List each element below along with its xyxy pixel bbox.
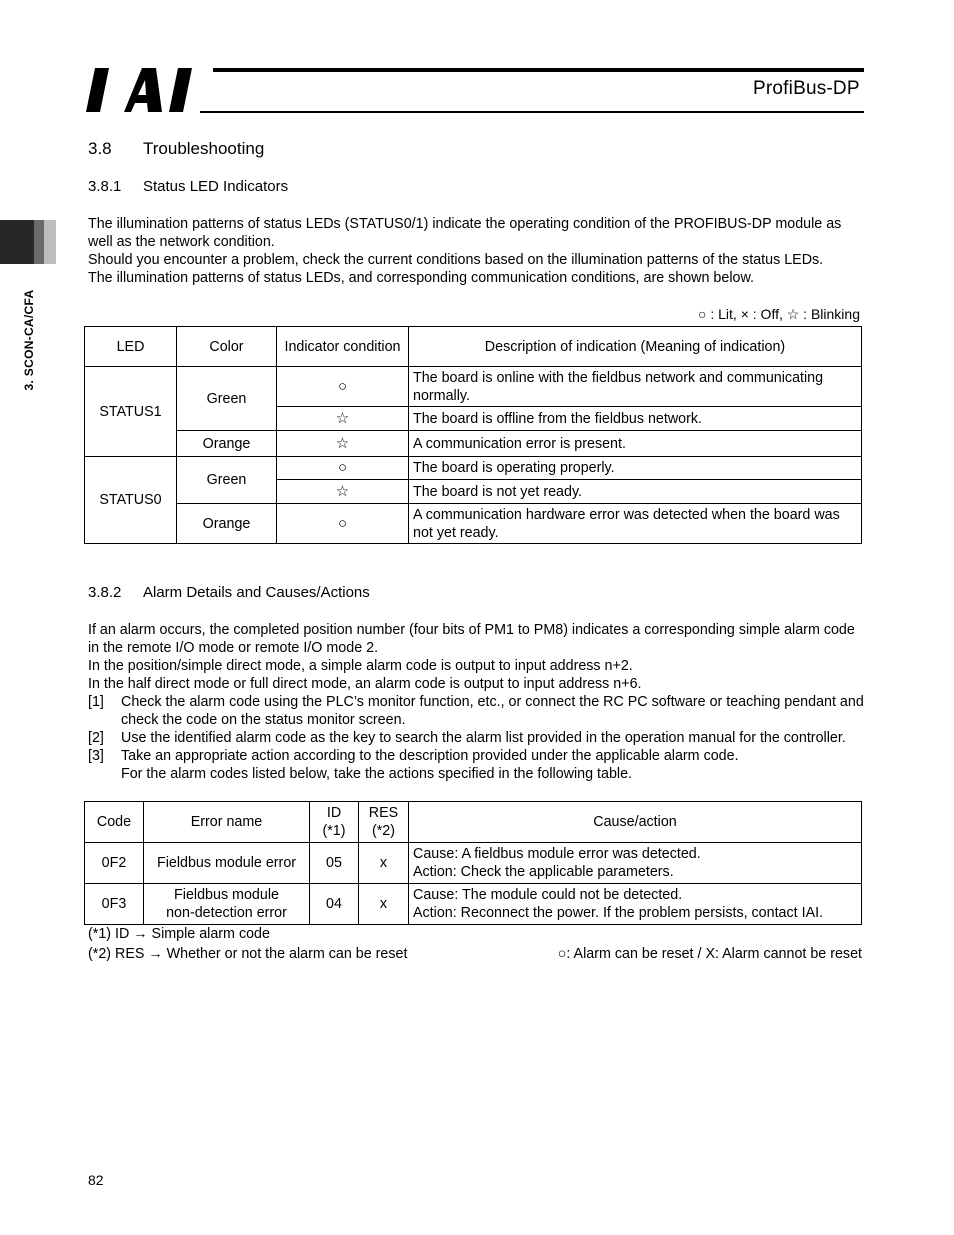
blinking-symbol: ☆ — [277, 407, 409, 431]
side-tab-block-mid — [34, 220, 44, 264]
blinking-symbol: ☆ — [277, 431, 409, 457]
subsection-heading-status-led — [0, 178, 954, 198]
color-orange: Orange — [177, 431, 277, 457]
product-name: ProfiBus-DP — [753, 78, 860, 99]
led-status1: STATUS1 — [85, 367, 177, 457]
table-notes — [88, 924, 862, 964]
alarm-code: 0F2 — [85, 843, 144, 884]
status-led-table — [84, 326, 862, 544]
table-header-row — [85, 802, 862, 843]
header-code: Code — [85, 802, 144, 843]
lit-symbol: ○ — [277, 457, 409, 480]
list-item — [88, 729, 864, 747]
error-name: Fieldbus module error — [144, 843, 310, 884]
note-res-legend: ○: Alarm can be reset / X: Alarm cannot be reset — [557, 946, 862, 962]
section-heading — [0, 139, 954, 161]
header-rule-top — [213, 68, 864, 72]
header-cause-action: Cause/action — [409, 802, 862, 843]
header-id-note: (*1) — [322, 823, 346, 839]
paragraph: In the half direct mode or full direct mode, an alarm code is output to input address n+6. — [88, 676, 642, 692]
subsection-heading-alarm — [0, 584, 954, 604]
header-rule-bottom — [200, 111, 864, 113]
description: The board is operating properly. — [409, 457, 862, 480]
table-row — [85, 367, 862, 407]
table-header-row — [85, 327, 862, 367]
header-led: LED — [85, 327, 177, 367]
step-text: Take an appropriate action according to the description provided under the applicable alarm code. — [121, 748, 739, 764]
description: The board is not yet ready. — [409, 480, 862, 504]
table-row — [85, 884, 862, 925]
alarm-res: x — [359, 884, 409, 925]
paragraph: The illumination patterns of status LEDs (STATUS0/1) indicate the operating condition of the PROFIBUS-DP module as well as the network condition. — [88, 216, 842, 250]
paragraph: The illumination patterns of status LEDs, and corresponding communication conditions, are shown below. — [88, 270, 754, 286]
table-row — [85, 457, 862, 480]
alarm-res: x — [359, 843, 409, 884]
action-text: Action: Check the applicable parameters. — [413, 864, 674, 880]
table-row — [85, 843, 862, 884]
error-name-line: non-detection error — [166, 905, 287, 921]
header-id — [310, 802, 359, 843]
alarm-steps — [88, 693, 864, 783]
subsection-number: 3.8.2 — [88, 584, 122, 601]
lit-symbol: ○ — [277, 367, 409, 407]
header-res-label: RES — [368, 805, 399, 821]
cause-text: Cause: The module could not be detected. — [413, 887, 683, 903]
led-status0: STATUS0 — [85, 457, 177, 544]
lit-symbol: ○ — [277, 504, 409, 544]
header-res-note: (*2) — [371, 823, 396, 839]
action-text: Action: Reconnect the power. If the problem persists, contact IAI. — [413, 905, 824, 921]
cause-action — [409, 843, 862, 884]
error-name-line: Fieldbus module — [174, 887, 279, 903]
list-item — [88, 693, 864, 729]
section-title: Troubleshooting — [143, 139, 265, 158]
header-color: Color — [177, 327, 277, 367]
subsection-number: 3.8.1 — [88, 178, 122, 195]
iai-logo-graphic — [86, 66, 204, 114]
note-res-row — [88, 944, 862, 964]
paragraph: Should you encounter a problem, check the current conditions based on the illumination patterns of the status LEDs. — [88, 252, 824, 268]
paragraph: In the position/simple direct mode, a simple alarm code is output to input address n+2. — [88, 658, 633, 674]
description: A communication error is present. — [409, 431, 862, 457]
alarm-table — [84, 801, 862, 925]
alarm-id: 04 — [310, 884, 359, 925]
header-description: Description of indication (Meaning of indication) — [409, 327, 862, 367]
alarm-id: 05 — [310, 843, 359, 884]
error-name — [144, 884, 310, 925]
header-id-label: ID — [326, 805, 342, 821]
description: The board is online with the fieldbus network and communicating normally. — [409, 367, 862, 407]
symbol-legend: ○ : Lit, × : Off, ☆ : Blinking — [698, 306, 860, 322]
header-res — [359, 802, 409, 843]
list-item — [88, 747, 864, 765]
side-chapter-label: 3. SCON-CA/CFA — [22, 289, 36, 391]
step-text: Use the identified alarm code as the key to search the alarm list provided in the operation manual for the controller. — [121, 730, 846, 746]
subsection-title: Alarm Details and Causes/Actions — [143, 584, 370, 601]
side-tab-block-dark — [0, 220, 34, 264]
alarm-code: 0F3 — [85, 884, 144, 925]
side-tab-block-light — [44, 220, 56, 264]
step-marker: [2] — [88, 730, 104, 746]
color-green: Green — [177, 367, 277, 431]
table-row — [85, 431, 862, 457]
section-number: 3.8 — [88, 139, 112, 158]
color-orange: Orange — [177, 504, 277, 544]
status-led-intro — [88, 215, 864, 287]
step-marker: [1] — [88, 694, 104, 710]
step-marker: [3] — [88, 748, 104, 764]
page-number: 82 — [88, 1172, 104, 1188]
iai-logo — [86, 66, 204, 119]
header-error-name: Error name — [144, 802, 310, 843]
note-id: (*1) ID → Simple alarm code — [88, 926, 270, 942]
description: A communication hardware error was detected when the board was not yet ready. — [409, 504, 862, 544]
header-indicator: Indicator condition — [277, 327, 409, 367]
alarm-intro — [88, 621, 864, 693]
table-row — [85, 504, 862, 544]
step-continuation: For the alarm codes listed below, take the actions specified in the following table. — [121, 766, 633, 782]
step-text: Check the alarm code using the PLC’s monitor function, etc., or connect the RC PC software or teaching pendant and check the code on the status monitor screen. — [121, 694, 864, 728]
note-res: (*2) RES → Whether or not the alarm can be reset — [88, 946, 408, 962]
paragraph: If an alarm occurs, the completed position number (four bits of PM1 to PM8) indicates a corresponding simple alarm code in the remote I/O mode or remote I/O mode 2. — [88, 622, 855, 656]
blinking-symbol: ☆ — [277, 480, 409, 504]
description: The board is offline from the fieldbus network. — [409, 407, 862, 431]
cause-text: Cause: A fieldbus module error was detected. — [413, 846, 701, 862]
cause-action — [409, 884, 862, 925]
color-green: Green — [177, 457, 277, 504]
subsection-title: Status LED Indicators — [143, 178, 289, 195]
